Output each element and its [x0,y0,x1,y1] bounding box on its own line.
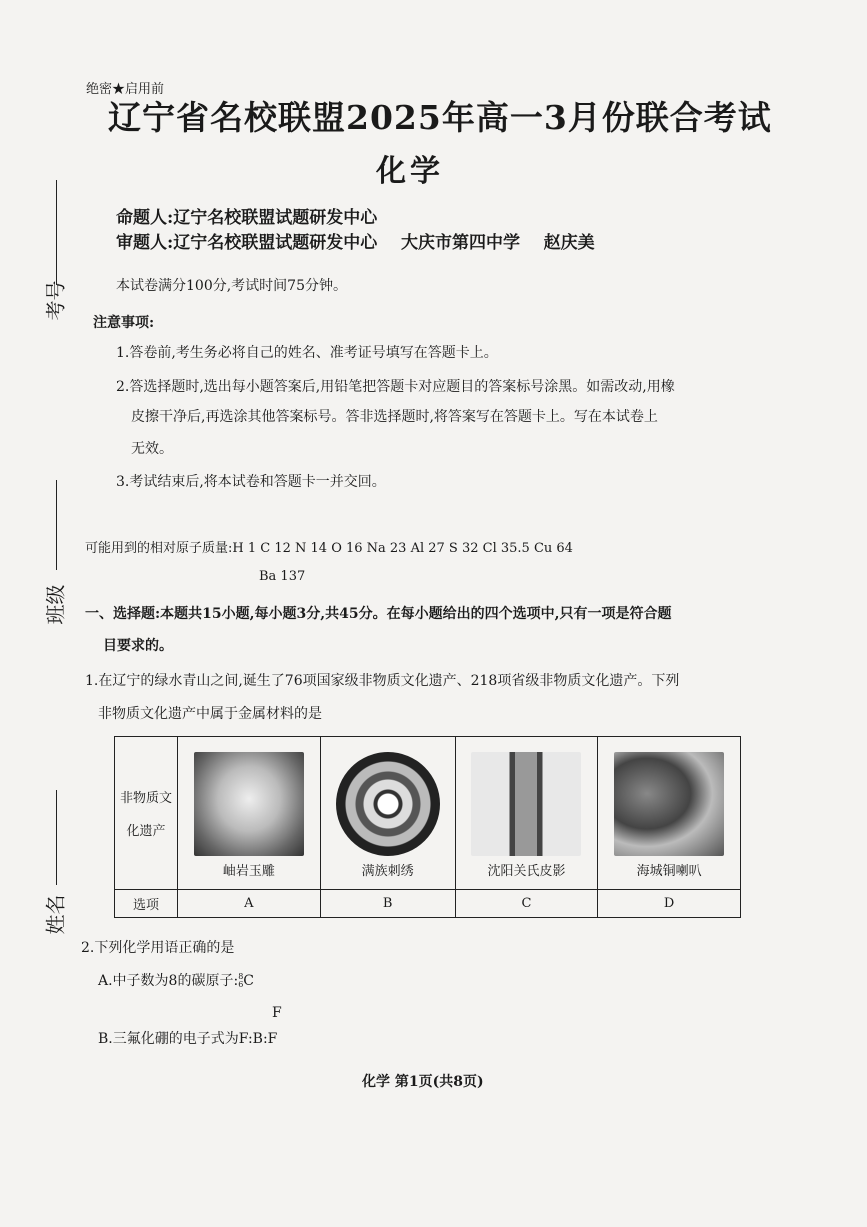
jade-carving-image [194,752,304,856]
option-a-cell [178,737,321,890]
q1-stem: 1.在辽宁的绿水青山之间,诞生了76项国家级非物质文化遗产、218项省级非物质文化遗产。下列 [85,673,680,689]
option-c-cell [455,737,598,890]
q2-stem: 2.下列化学用语正确的是 [81,940,235,956]
option-b-letter: B [320,889,455,917]
name-label: 姓名 [43,894,68,935]
copper-trumpet-image [614,752,724,856]
option-d-cell [598,737,741,890]
q2-option-b-top: F [272,1005,282,1021]
notice-item: 3.考试结束后,将本试卷和答题卡一并交回。 [116,474,386,490]
q2-option-a-text: A.中子数为8的碳原子: [98,973,239,989]
q2-option-b: B.三氟化硼的电子式为F:B:F [98,1031,278,1047]
option-b-caption: 满族刺绣 [361,864,414,880]
notice-item: 皮擦干净后,再选涂其他答案标号。答非选择题时,将答案写在答题卡上。写在本试卷上 [131,409,658,425]
proposer-line: 命题人:辽宁名校联盟试题研发中心 [116,208,378,228]
q1-stem-cont: 非物质文化遗产中属于金属材料的是 [98,706,322,722]
shadow-puppet-image [471,752,581,856]
option-a-caption: 岫岩玉雕 [222,864,275,880]
element-symbol: C [243,973,254,989]
option-d-caption: 海城铜喇叭 [636,864,702,880]
row-header-text: 非物质文 [119,790,172,806]
q1-options-table [114,736,741,918]
option-b-cell [320,737,455,890]
class-line [56,480,57,570]
option-row-header: 选项 [115,889,178,917]
notice-item: 无效。 [131,441,173,457]
reviewer-line: 审题人:辽宁名校联盟试题研发中心 大庆市第四中学 赵庆美 [116,233,595,253]
option-a-letter: A [178,889,321,917]
atomic-masses-line1: 可能用到的相对原子质量:H 1 C 12 N 14 O 16 Na 23 Al 27 S 32 Cl 35.5 Cu 64 [85,541,573,556]
option-d-letter: D [598,889,741,917]
class-label: 班级 [43,584,68,625]
notice-heading: 注意事项: [93,315,155,331]
section1-heading-cont: 目要求的。 [103,638,173,654]
atomic-masses-line2: Ba 137 [259,569,306,584]
section1-heading: 一、选择题:本题共15小题,每小题3分,共45分。在每小题给出的四个选项中,只有一项是符合题 [85,606,672,622]
exam-info: 本试卷满分100分,考试时间75分钟。 [116,278,347,294]
row-header-heritage [115,737,178,890]
option-c-caption: 沈阳关氏皮影 [487,864,566,880]
exam-no-label: 考号 [43,280,68,321]
subject-title: 化学 [376,154,444,189]
notice-item: 1.答卷前,考生务必将自己的姓名、准考证号填写在答题卡上。 [116,345,498,361]
mass-number: 8 [238,972,244,981]
exam-title: 辽宁省名校联盟2025年高一3月份联合考试 [108,98,772,137]
option-c-letter: C [455,889,598,917]
row-header-text: 化遗产 [126,823,166,839]
atomic-number: 6 [238,980,244,989]
q2-option-a [98,970,254,990]
notice-item: 2.答选择题时,选出每小题答案后,用铅笔把答题卡对应题目的答案标号涂黑。如需改动,用橡 [116,379,675,395]
embroidery-image [336,752,440,856]
exam-no-line [56,180,57,285]
secret-label: 绝密★启用前 [86,82,165,97]
page-footer: 化学 第1页(共8页) [362,1074,484,1090]
name-line [56,790,57,885]
